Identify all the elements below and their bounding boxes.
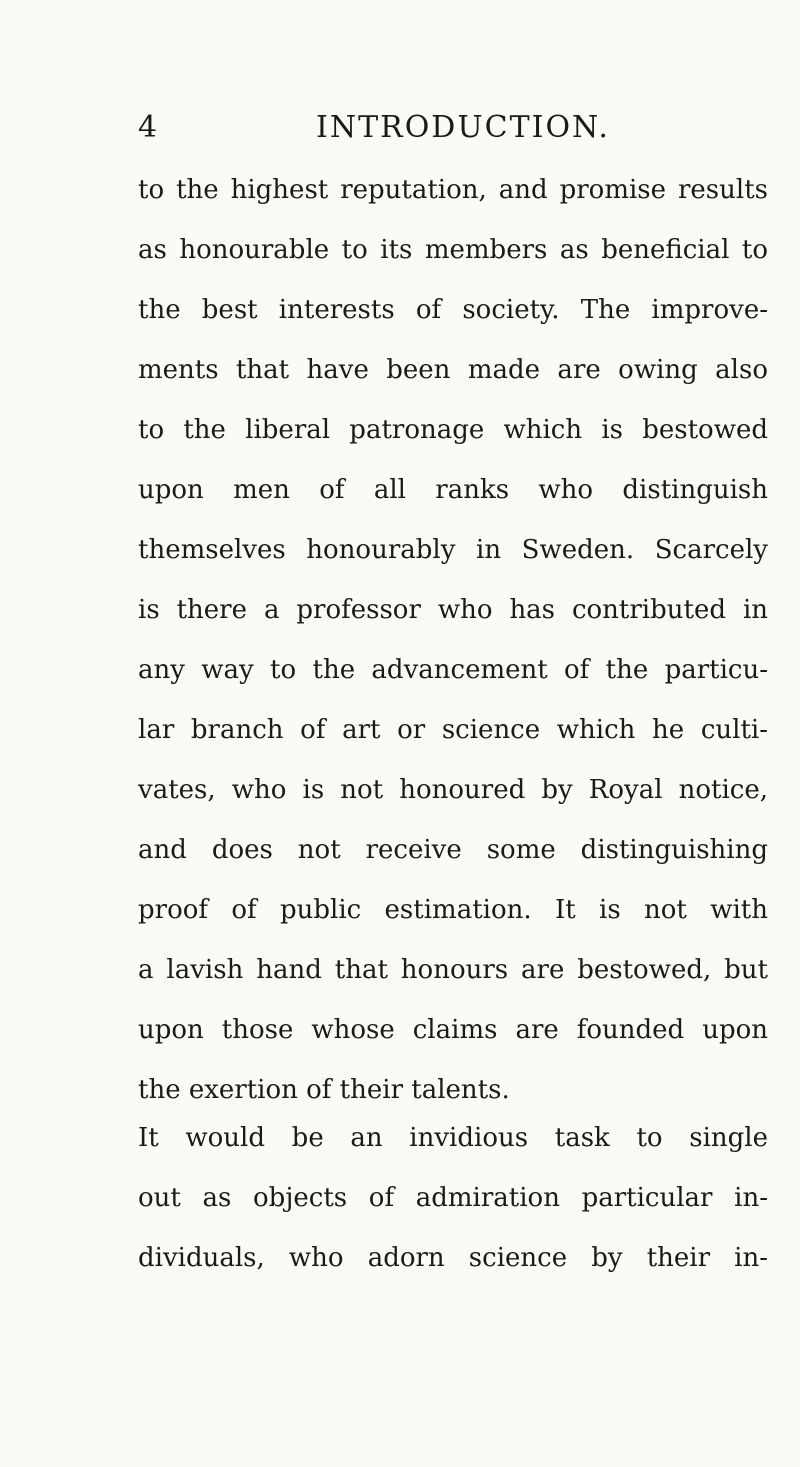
text-line: to the liberal patronage which is bestowed [138,415,768,445]
text-line: themselves honourably in Sweden. Scarcely [138,535,768,565]
text-line: vates, who is not honoured by Royal notice, [138,775,768,805]
paragraph-2 [138,1108,768,1288]
text-line: out as objects of admiration particular in- [138,1183,768,1213]
text-line: lar branch of art or science which he culti- [138,715,768,745]
text-line: upon men of all ranks who distinguish [138,475,768,505]
text-line: the best interests of society. The improve- [138,295,768,325]
text-line: proof of public estimation. It is not with [138,895,768,925]
text-line: ments that have been made are owing also [138,355,768,385]
text-line: to the highest reputation, and promise results [138,175,768,205]
text-line: and does not receive some distinguishing [138,835,768,865]
text-line: It would be an invidious task to single [138,1123,768,1153]
text-line: upon those whose claims are founded upon [138,1015,768,1045]
running-title: INTRODUCTION. [316,110,610,145]
text-line: is there a professor who has contributed in [138,595,768,625]
text-line: as honourable to its members as beneficial to [138,235,768,265]
text-line: the exertion of their talents. [138,1075,510,1105]
page-header [0,108,800,148]
text-line: dividuals, who adorn science by their in- [138,1243,768,1273]
text-line: any way to the advancement of the particu- [138,655,768,685]
text-line: a lavish hand that honours are bestowed, but [138,955,768,985]
page-number: 4 [138,110,158,145]
paragraph-1 [138,160,768,1120]
